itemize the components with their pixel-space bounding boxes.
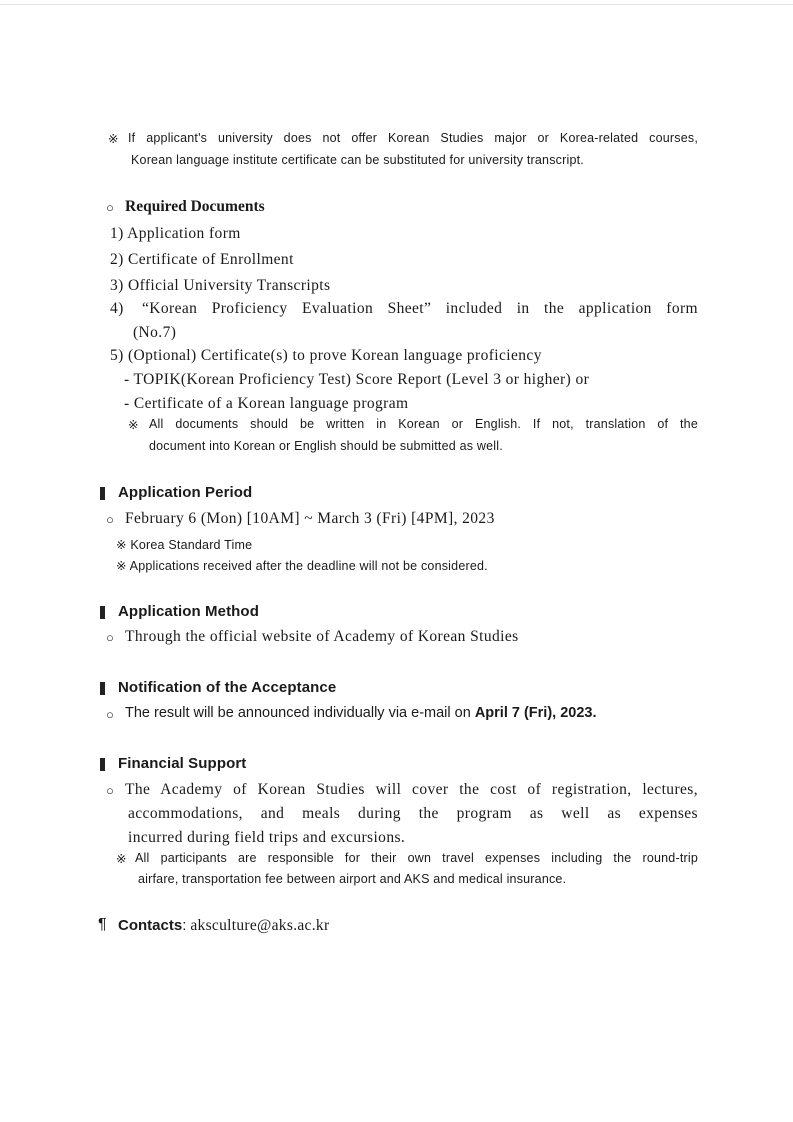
- financial-support-note-line-2: airfare, transportation fee between airport and AKS and medical insurance.: [138, 872, 567, 886]
- notification-message: The result will be announced individually via e-mail on: [125, 705, 475, 721]
- financial-support-line-1: The Academy of Korean Studies will cover the cost of registration, lectures,: [125, 781, 698, 798]
- application-period-note: ※ Applications received after the deadline will not be considered.: [116, 559, 488, 573]
- application-method-bullet: ○: [106, 630, 114, 645]
- intro-note-line-1: If applicant's university does not offer Korean Studies major or Korea-related courses,: [128, 131, 698, 145]
- financial-support-note-mark: ※: [116, 852, 127, 866]
- notification-heading: Notification of the Acceptance: [118, 679, 337, 696]
- financial-support-line-2: accommodations, and meals during the program as well as expenses: [128, 805, 698, 822]
- required-document-item: 1) Application form: [110, 225, 241, 242]
- financial-support-note-line-1: All participants are responsible for their own travel expenses including the round-trip: [135, 851, 698, 865]
- required-document-item: 3) Official University Transcripts: [110, 277, 331, 294]
- section-marker-icon: [100, 487, 105, 500]
- contacts-mark-icon: ¶: [98, 916, 107, 933]
- contacts-email-link[interactable]: aksculture@aks.ac.kr: [190, 917, 330, 934]
- section-marker-icon: [100, 606, 105, 619]
- contacts-line: [118, 917, 329, 935]
- section-marker-icon: [100, 682, 105, 695]
- financial-support-bullet: ○: [106, 783, 114, 798]
- required-document-item-4-number: 4): [110, 300, 124, 317]
- required-document-item: 2) Certificate of Enrollment: [110, 251, 294, 268]
- application-period-text: February 6 (Mon) [10AM] ~ March 3 (Fri) [4PM], 2023: [125, 510, 495, 527]
- application-method-text: Through the official website of Academy of Korean Studies: [125, 628, 519, 645]
- application-method-heading: Application Method: [118, 603, 259, 620]
- required-document-item-4-line-1: “Korean Proficiency Evaluation Sheet” included in the application form: [142, 300, 698, 317]
- intro-note-mark: ※: [108, 132, 119, 146]
- required-documents-bullet: ○: [106, 200, 114, 215]
- application-period-bullet: ○: [106, 512, 114, 527]
- required-documents-heading: Required Documents: [125, 198, 265, 215]
- required-documents-note-mark: ※: [128, 418, 139, 432]
- required-document-item-5: 5) (Optional) Certificate(s) to prove Korean language proficiency: [110, 347, 542, 364]
- contacts-label: Contacts: [118, 917, 183, 934]
- required-document-sub-item: - Certificate of a Korean language program: [124, 395, 409, 412]
- required-document-item-4-line-2: (No.7): [133, 324, 177, 341]
- application-period-heading: Application Period: [118, 484, 253, 501]
- required-documents-note-line-2: document into Korean or English should be submitted as well.: [149, 439, 503, 453]
- notification-text: [125, 705, 597, 721]
- required-documents-note-line-1: All documents should be written in Korean or English. If not, translation of the: [149, 417, 698, 431]
- section-marker-icon: [100, 758, 105, 771]
- required-document-sub-item: - TOPIK(Korean Proficiency Test) Score Report (Level 3 or higher) or: [124, 371, 590, 388]
- financial-support-heading: Financial Support: [118, 755, 247, 772]
- financial-support-line-3: incurred during field trips and excursions.: [128, 829, 406, 846]
- contacts-colon: :: [182, 917, 187, 934]
- intro-note-line-2: Korean language institute certificate can be substituted for university transcript.: [131, 153, 584, 167]
- notification-bullet: ○: [106, 707, 114, 722]
- page-edge-line: [0, 4, 793, 5]
- notification-date: April 7 (Fri), 2023.: [474, 705, 597, 721]
- application-period-note: ※ Korea Standard Time: [116, 538, 253, 552]
